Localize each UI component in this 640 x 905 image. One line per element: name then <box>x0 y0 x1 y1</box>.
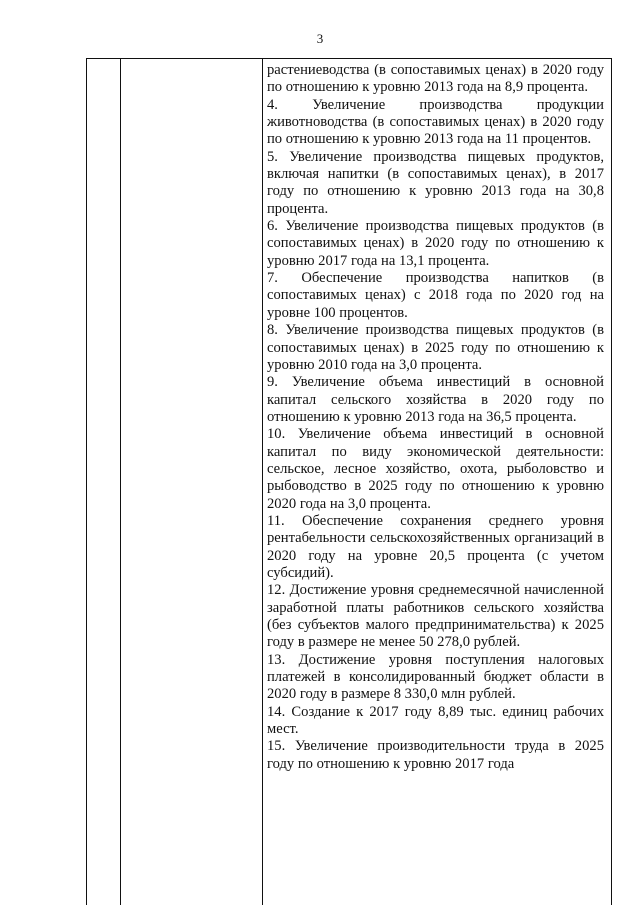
indicator-item: 10. Увеличение объема инвестиций в основной капитал по виду экономической деятельности: сельское, лесное хозяйство, охота, рыболовство и рыбоводство в 2025 году по отношению к уровню 2020 года на 3,0 процента. <box>267 426 604 512</box>
indicator-item: 8. Увеличение производства пищевых продуктов (в сопоставимых ценах) в 2025 году по отношению к уровню 2010 года на 3,0 процента. <box>267 322 604 373</box>
indicator-item: 14. Создание к 2017 году 8,89 тыс. единиц рабочих мест. <box>267 703 604 738</box>
indicators-cell <box>267 62 604 773</box>
indicator-item: 7. Обеспечение производства напитков (в сопоставимых ценах) с 2018 года по 2020 год на уровне 100 процентов. <box>267 270 604 321</box>
indicator-item: 5. Увеличение производства пищевых продуктов, включая напитки (в сопоставимых ценах), в 2017 году по отношению к уровню 2013 года на 30,8 процента. <box>267 148 604 217</box>
indicator-item: растениеводства (в сопоставимых ценах) в 2020 году по отношению к уровню 2013 года на 8,9 процента. <box>267 62 604 96</box>
indicator-item: 9. Увеличение объема инвестиций в основной капитал сельского хозяйства в 2020 году по отношению к уровню 2013 года на 36,5 процента. <box>267 374 604 425</box>
indicator-item: 13. Достижение уровня поступления налоговых платежей в консолидированный бюджет области в 2020 году в размере 8 330,0 млн рублей. <box>267 651 604 703</box>
indicator-item: 4. Увеличение производства продукции животноводства (в сопоставимых ценах) в 2020 году по отношению к уровню 2013 года на 11 процентов. <box>267 96 604 148</box>
indicator-item: 6. Увеличение производства пищевых продуктов (в сопоставимых ценах) в 2020 году по отношению к уровню 2017 года на 13,1 процента. <box>267 218 604 269</box>
column-divider <box>120 59 121 905</box>
indicator-item: 12. Достижение уровня среднемесячной начисленной заработной платы работников сельского хозяйства (без субъектов малого предпринимательства) к 2025 году в размере не менее 50 278,0 рублей. <box>267 582 604 651</box>
indicators-table <box>86 58 612 905</box>
indicator-item: 15. Увеличение производительности труда в 2025 году по отношению к уровню 2017 года <box>267 738 604 772</box>
page-number: 3 <box>316 31 324 46</box>
column-divider <box>262 59 263 905</box>
indicator-item: 11. Обеспечение сохранения среднего уровня рентабельности сельскохозяйственных организаций в 2020 году на уровне 20,5 процента (с учетом субсидий). <box>267 512 604 581</box>
